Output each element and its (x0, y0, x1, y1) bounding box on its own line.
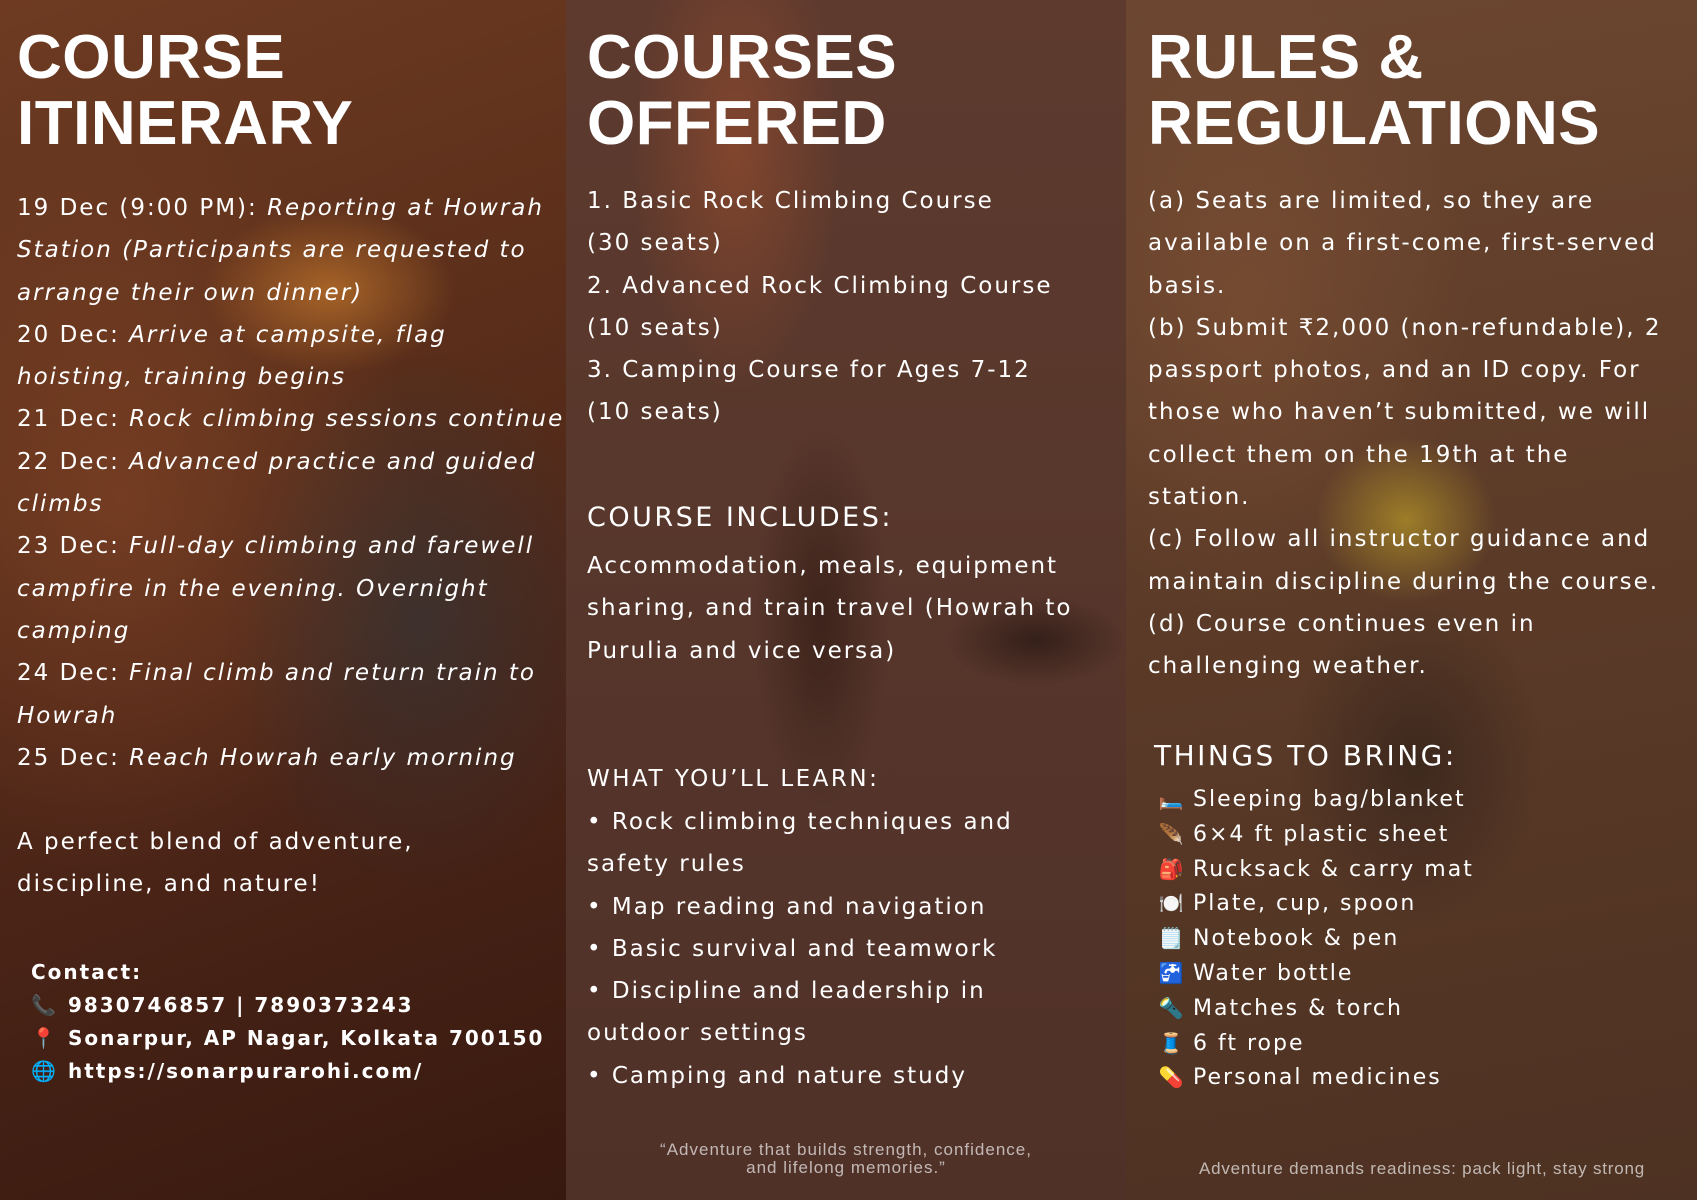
bring-item-label: Plate, cup, spoon (1193, 891, 1417, 917)
rules-heading-line: REGULATIONS (1148, 89, 1601, 158)
itinerary-line (17, 737, 564, 779)
itinerary-line (17, 525, 564, 567)
includes-line: Purulia and vice versa) (587, 637, 897, 664)
course-line: (10 seats) (587, 399, 723, 426)
itinerary-detail: Arrive at campsite, flag (129, 321, 447, 348)
bring-item-label: 6 ft rope (1193, 1030, 1305, 1056)
bring-item-icon: 🔦 (1158, 995, 1186, 1020)
itinerary-detail: Full-day climbing and farewell (129, 533, 535, 560)
bring-item-label: Matches & torch (1193, 995, 1403, 1021)
bring-item-icon: 🛏️ (1158, 787, 1186, 811)
itinerary-date: 21 Dec: (17, 406, 130, 433)
courses-panel (566, 0, 1126, 1200)
rule-line: (c) Follow all instructor guidance and (1148, 526, 1651, 553)
itinerary-detail: Reporting at Howrah (267, 195, 544, 221)
bring-item-icon: 💊 (1158, 1065, 1186, 1090)
learn-line: • Discipline and leadership in (587, 978, 986, 1005)
rule-line: (b) Submit ₹2,000 (non-refundable), 2 (1148, 314, 1662, 341)
contact-address: Sonarpur, AP Nagar, Kolkata 700150 (67, 1026, 545, 1050)
courses-heading (587, 25, 897, 157)
itinerary-detail: arrange their own dinner) (17, 279, 364, 306)
bring-item-label: Rucksack & carry mat (1193, 856, 1474, 882)
itinerary-line (17, 441, 564, 483)
itinerary-date: 22 Dec: (17, 448, 130, 475)
contact-phone[interactable]: 9830746857 | 7890373243 (67, 993, 414, 1017)
bring-item (1157, 886, 1474, 921)
bring-item (1157, 921, 1474, 956)
itinerary-heading-line: COURSE (17, 23, 286, 92)
bring-item-label: 6×4 ft plastic sheet (1193, 821, 1450, 847)
itinerary-date: 20 Dec: (17, 321, 130, 348)
quote-line: and lifelong memories.” (746, 1158, 946, 1177)
bring-item-icon: 🚰 (1158, 960, 1186, 985)
rule-line: collect them on the 19th at the (1148, 441, 1570, 468)
bring-heading: THINGS TO BRING: (1154, 739, 1457, 772)
itinerary-line (17, 398, 564, 440)
itinerary-date: 24 Dec: (17, 660, 130, 687)
rule-line: maintain discipline during the course. (1148, 568, 1660, 595)
learn-line: • Basic survival and teamwork (587, 935, 998, 962)
itinerary-line (17, 568, 564, 610)
contact-phone-row[interactable] (31, 989, 544, 1022)
itinerary-heading-line: ITINERARY (17, 89, 354, 158)
rule-line: challenging weather. (1148, 653, 1428, 680)
course-list (587, 180, 1053, 434)
bring-item (1157, 991, 1474, 1026)
itinerary-entry (17, 187, 564, 314)
itinerary-detail: camping (17, 617, 131, 644)
bring-item-icon: 🪶 (1158, 821, 1186, 846)
itinerary-entry (17, 314, 564, 399)
bring-item-icon: 🧵 (1158, 1030, 1186, 1055)
itinerary-detail: climbs (17, 491, 104, 518)
contact-block (31, 956, 544, 1088)
includes-line: sharing, and train travel (Howrah to (587, 595, 1073, 622)
learn-line: • Camping and nature study (587, 1062, 967, 1089)
contact-website-row[interactable] (31, 1055, 544, 1088)
itinerary-entry (17, 398, 564, 440)
bring-item (1157, 782, 1474, 817)
itinerary-detail: Advanced practice and guided (129, 448, 537, 475)
learn-line: outdoor settings (587, 1020, 808, 1047)
rules-panel (1126, 0, 1697, 1200)
itinerary-line (17, 272, 564, 314)
itinerary-line (17, 610, 564, 652)
learn-line: • Rock climbing techniques and (587, 809, 1013, 835)
course-line: 1. Basic Rock Climbing Course (587, 188, 994, 214)
bring-item-label: Personal medicines (1193, 1065, 1442, 1091)
bring-item (1157, 1026, 1474, 1061)
itinerary-line (17, 229, 564, 271)
rule-line: (a) Seats are limited, so they are (1148, 188, 1595, 214)
itinerary-line (17, 187, 564, 229)
rule-line: basis. (1148, 272, 1227, 299)
itinerary-tagline (17, 821, 414, 906)
rules-heading (1148, 25, 1600, 157)
itinerary-detail: Station (Participants are requested to (17, 237, 527, 264)
bring-item (1157, 852, 1474, 887)
includes-heading: COURSE INCLUDES: (587, 502, 893, 533)
learn-list (587, 801, 1013, 1097)
includes-text (587, 545, 1072, 672)
itinerary-entry (17, 441, 564, 526)
bring-item-icon: 🗒️ (1158, 926, 1186, 951)
rule-line: (d) Course continues even in (1148, 610, 1536, 637)
bring-item (1157, 817, 1474, 852)
quote-line: “Adventure that builds strength, confidence, (660, 1140, 1032, 1159)
itinerary-detail: hoisting, training begins (17, 364, 346, 391)
globe-icon: 🌐 (31, 1059, 58, 1083)
bring-item-label: Water bottle (1193, 960, 1354, 986)
itinerary-line (17, 483, 564, 525)
bring-item-icon: 🎒 (1158, 856, 1186, 881)
course-line: (10 seats) (587, 314, 723, 341)
itinerary-line (17, 695, 564, 737)
itinerary-date: 25 Dec: (17, 744, 130, 771)
contact-website-link[interactable]: https://sonarpurarohi.com/ (67, 1059, 424, 1083)
bring-item-label: Notebook & pen (1193, 926, 1400, 952)
map-pin-icon: 📍 (31, 1026, 58, 1050)
learn-line: safety rules (587, 851, 746, 878)
contact-address-row (31, 1022, 544, 1055)
footer-note: Adventure demands readiness: pack light, stay strong (1198, 1159, 1645, 1178)
rules-heading-line: RULES & (1148, 23, 1424, 92)
itinerary-detail: campfire in the evening. Overnight (17, 575, 489, 602)
tagline-line: discipline, and nature! (17, 871, 321, 898)
rule-line: available on a first-come, first-served (1148, 230, 1657, 257)
itinerary-list (17, 187, 564, 779)
course-line: 3. Camping Course for Ages 7-12 (587, 357, 1031, 384)
itinerary-line (17, 314, 564, 356)
bring-item (1157, 1060, 1474, 1095)
itinerary-entry (17, 652, 564, 737)
learn-line: • Map reading and navigation (587, 893, 987, 920)
itinerary-detail: Howrah (17, 702, 118, 729)
itinerary-date: 19 Dec (9:00 PM): (17, 195, 268, 221)
courses-heading-line: OFFERED (587, 89, 887, 158)
phone-icon: 📞 (31, 993, 58, 1017)
itinerary-detail: Rock climbing sessions continue (129, 406, 565, 433)
rule-line: station. (1148, 484, 1251, 511)
itinerary-panel (0, 0, 566, 1200)
itinerary-line (17, 356, 564, 398)
itinerary-detail: Reach Howrah early morning (129, 744, 517, 771)
tagline-line: A perfect blend of adventure, (17, 829, 414, 855)
rule-line: those who haven’t submitted, we will (1148, 399, 1651, 426)
rule-line: passport photos, and an ID copy. For (1148, 357, 1641, 384)
bring-item (1157, 956, 1474, 991)
courses-heading-line: COURSES (587, 23, 898, 92)
contact-label: Contact: (31, 960, 143, 984)
course-line: 2. Advanced Rock Climbing Course (587, 272, 1053, 299)
bring-item-label: Sleeping bag/blanket (1193, 787, 1466, 812)
course-line: (30 seats) (587, 230, 723, 257)
itinerary-date: 23 Dec: (17, 533, 130, 560)
itinerary-line (17, 652, 564, 694)
itinerary-heading (17, 25, 353, 157)
quote (566, 1141, 1126, 1177)
bring-list (1157, 782, 1474, 1095)
includes-line: Accommodation, meals, equipment (587, 553, 1059, 579)
itinerary-entry (17, 737, 564, 779)
bring-item-icon: 🍽️ (1158, 891, 1186, 916)
itinerary-entry (17, 525, 564, 652)
itinerary-detail: Final climb and return train to (129, 660, 536, 687)
rules-list (1148, 180, 1661, 688)
learn-heading: WHAT YOU’LL LEARN: (587, 766, 880, 792)
